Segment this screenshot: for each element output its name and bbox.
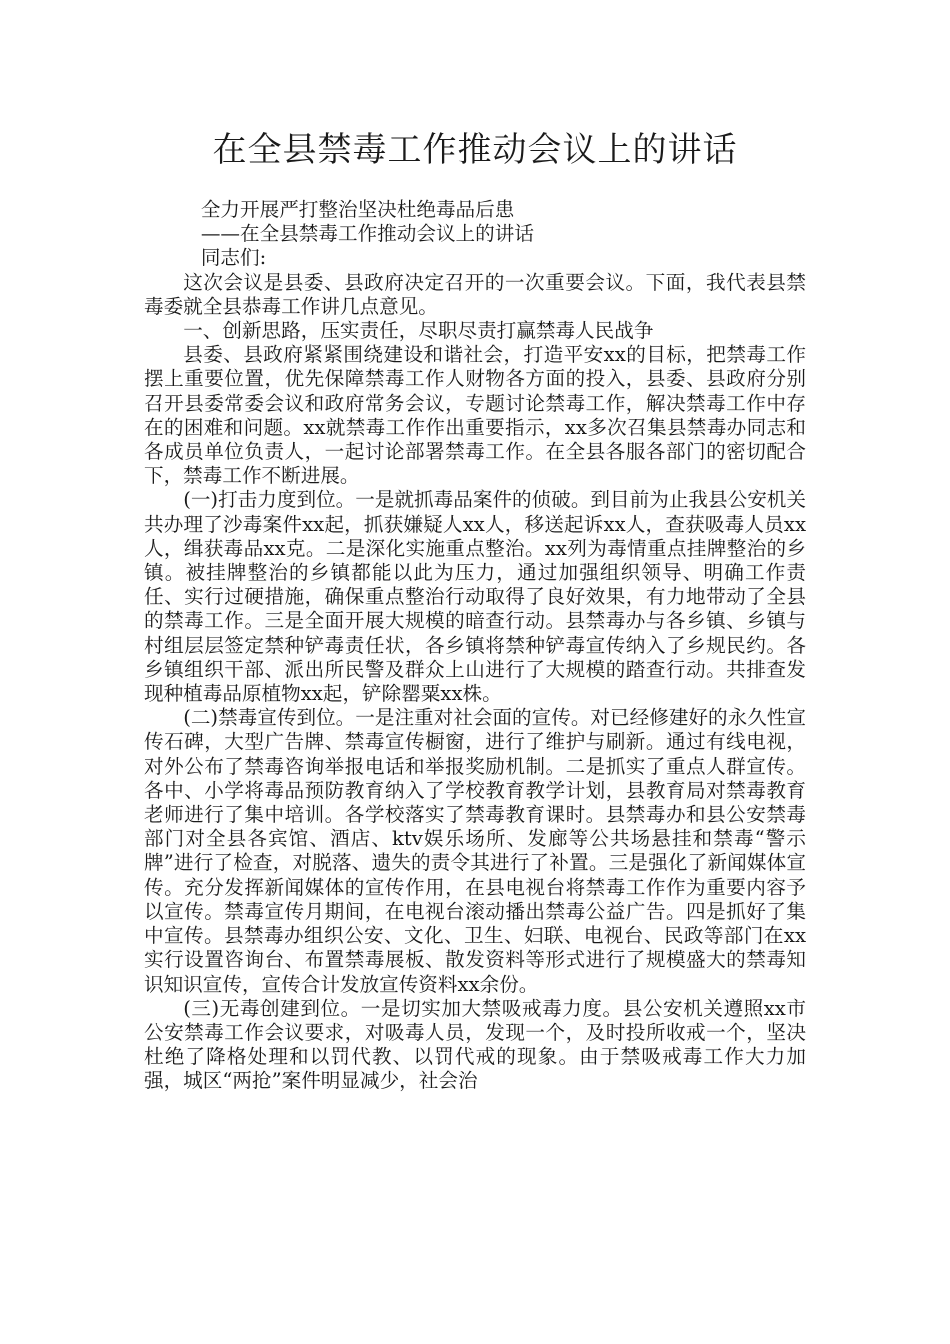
paragraph-drug-free: (三)无毒创建到位。一是切实加大禁吸戒毒力度。县公安机关遵照xx市公安禁毒工作会议要求，对吸毒人员，发现一个，及时投所收戒一个，坚决杜绝了降格处理和以罚代教、以罚代戒的现象。由于禁吸戒毒工作大力加强，城区“两抢”案件明显减少，社会治	[144, 996, 806, 1093]
paragraph-enforcement: (一)打击力度到位。一是就抓毒品案件的侦破。到目前为止我县公安机关共办理了沙毒案件xx起，抓获嫌疑人xx人，移送起诉xx人，查获吸毒人员xx人，缉获毒品xx克。二是深化实施重点整治。xx列为毒情重点挂牌整治的乡镇。被挂牌整治的乡镇都能以此为压力，通过加强组织领导、明确工作责任、实行过硬措施，确保重点整治行动取得了良好效果，有力地带动了全县的禁毒工作。三是全面开展大规模的暗查行动。县禁毒办与各乡镇、乡镇与村组层层签定禁种铲毒责任状，各乡镇将禁种铲毒宣传纳入了乡规民约。各乡镇组织干部、派出所民警及群众上山进行了大规模的踏查行动。共排查发现种植毒品原植物xx起，铲除罂粟xx株。	[144, 488, 806, 706]
paragraph-intro: 这次会议是县委、县政府决定召开的一次重要会议。下面，我代表县禁毒委就全县恭毒工作讲几点意见。	[144, 270, 806, 318]
paragraph-overview: 县委、县政府紧紧围绕建设和谐社会，打造平安xx的目标，把禁毒工作摆上重要位置，优先保障禁毒工作人财物各方面的投入，县委、县政府分别召开县委常委会议和政府常务会议，专题讨论禁毒工作，解决禁毒工作中存在的困难和问题。xx就禁毒工作作出重要指示，xx多次召集县禁毒办同志和各成员单位负责人，一起讨论部署禁毒工作。在全县各服各部门的密切配合下，禁毒工作不断进展。	[144, 343, 806, 488]
paragraph-publicity: (二)禁毒宣传到位。一是注重对社会面的宣传。对已经修建好的永久性宣传石碑，大型广告牌、禁毒宣传橱窗，进行了维护与刷新。通过有线电视，对外公布了禁毒咨询举报电话和举报奖励机制。二是抓实了重点人群宣传。各中、小学将毒品预防教育纳入了学校教育教学计划，县教育局对禁毒教育老师进行了集中培训。各学校落实了禁毒教育课时。县禁毒办和县公安禁毒部门对全县各宾馆、酒店、ktv娱乐场所、发廊等公共场悬挂和禁毒“警示牌”进行了检查，对脱落、遗失的责令其进行了补置。三是强化了新闻媒体宣传。充分发挥新闻媒体的宣传作用，在县电视台将禁毒工作作为重要内容予以宣传。禁毒宣传月期间，在电视台滚动播出禁毒公益广告。四是抓好了集中宣传。县禁毒办组织公安、文化、卫生、妇联、电视台、民政等部门在xx实行设置咨询台、布置禁毒展板、散发资料等形式进行了规模盛大的禁毒知识知识宣传，宣传合计发放宣传资料xx余份。	[144, 706, 806, 996]
document-subtitle-secondary: ——在全县禁毒工作推动会议上的讲话	[200, 222, 534, 246]
greeting: 同志们:	[200, 246, 267, 270]
document-title: 在全县禁毒工作推动会议上的讲话	[212, 130, 738, 170]
document-body	[144, 198, 806, 1094]
section-heading-1: 一、创新思路，压实责任，尽职尽责打赢禁毒人民战争	[183, 319, 654, 343]
document-subtitle: 全力开展严打整治坚决杜绝毒品后患	[200, 198, 515, 221]
